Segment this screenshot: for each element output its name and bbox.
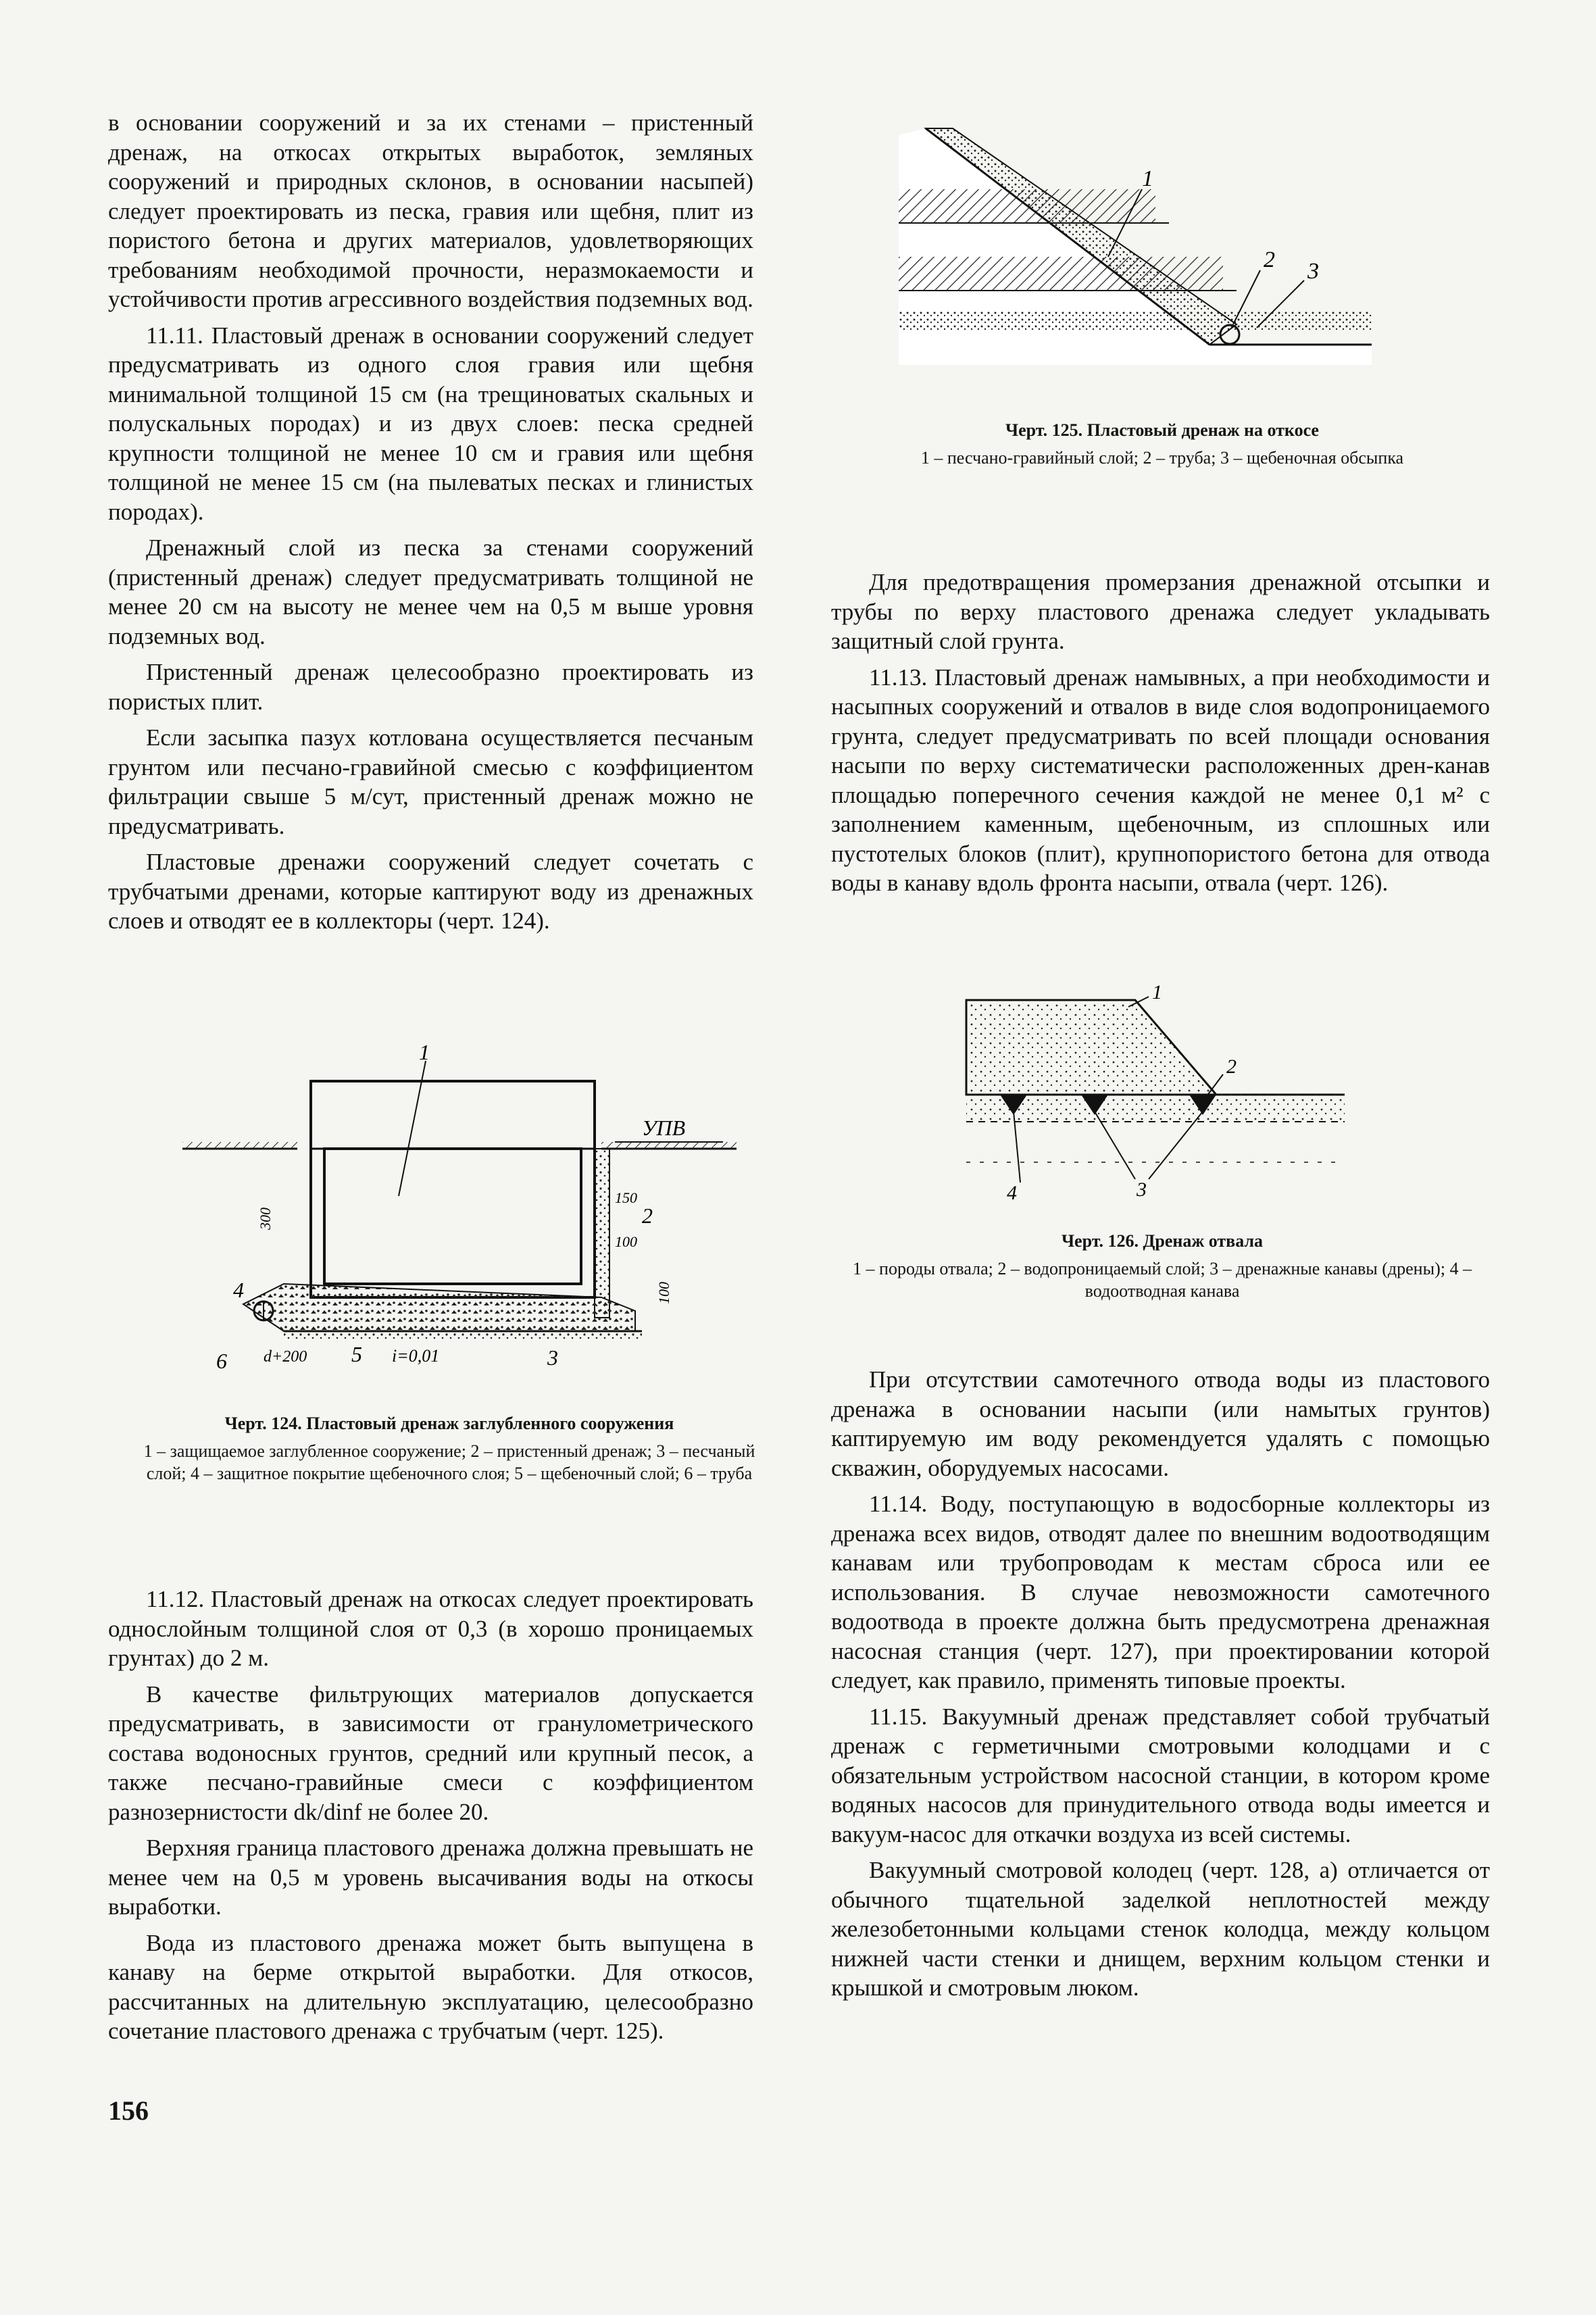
paragraph: Вода из пластового дренажа может быть выпущена в канаву на берме открытой выработки. Для откосов, рассчитанных на длительную эксплуатацию, целесообразно сочетание пластового дренажа с трубчатым (черт. 125).	[108, 1929, 753, 2044]
figure-124-drawing	[169, 1041, 750, 1378]
figure-124-legend: 1 – защищаемое заглубленное сооружение; 2 – пристенный дренаж; 3 – песчаный слой; 4 – защитное покрытие щебеночного слоя; 5 – щебеночный слой; 6 – труба	[143, 1441, 755, 1483]
paragraph: Для предотвращения промерзания дренажной отсыпки и трубы по верху пластового дренажа следует укладывать защитный слой грунта.	[831, 569, 1490, 654]
paragraph: Пластовые дренажи сооружений следует сочетать с трубчатыми дренами, которые каптируют воду из дренажных слоев и отводят ее в коллекторы (черт. 124).	[108, 849, 753, 934]
paragraph: 11.14. Воду, поступающую в водосборные коллекторы из дренажа всех видов, отводят далее по внешним водоотводящим канавам или трубопроводам к местам сброса или ее использования. В случае невозможности самотечного водоотвода в проекте должна быть предусмотрена дренажная насосная станция (черт. 127), при проектировании которой следует, как правило, применять типовые проекты.	[831, 1491, 1490, 1693]
label-1: 1	[1152, 981, 1162, 1003]
paragraph: Пристенный дренаж целесообразно проектировать из пористых плит.	[108, 659, 753, 715]
figure-125	[885, 122, 1392, 382]
label-2: 2	[642, 1203, 653, 1228]
paragraph: Верхняя граница пластового дренажа должна превышать не менее чем на 0,5 м уровень высачивания воды на откосы выработки.	[108, 1835, 753, 1920]
right-column-lower	[831, 1365, 1490, 2010]
label-3: 3	[1137, 1178, 1147, 1201]
paragraph: 11.11. Пластовый дренаж в основании сооружений следует предусматривать из одного слоя гравия или щебня минимальной толщиной 15 см (на трещиноватых скальных и полускальных породах) и из двух слоев: песка средней крупности толщиной не менее 10 см и гравия или щебня толщиной не менее 15 см (на пылеватых песках и глинистых породах).	[108, 322, 753, 525]
label-3: 3	[547, 1345, 558, 1370]
dim-d200: d+200	[264, 1348, 307, 1366]
label-2: 2	[1226, 1055, 1237, 1078]
figure-125-title: Черт. 125. Пластовый дренаж на откосе	[1005, 420, 1319, 440]
figure-124-caption	[135, 1412, 764, 1485]
figure-126	[959, 981, 1351, 1213]
figure-124-title: Черт. 124. Пластовый дренаж заглубленного сооружения	[224, 1414, 674, 1433]
figure-125-legend: 1 – песчано-гравийный слой; 2 – труба; 3 – щебеночная обсыпка	[920, 448, 1404, 468]
paragraph: 11.12. Пластовый дренаж на откосах следует проектировать однослойным толщиной слоя от 0,3 (в хорошо проницаемых грунтах) до 2 м.	[108, 1586, 753, 1671]
figure-126-drawing	[959, 981, 1351, 1210]
dim-100: 100	[615, 1233, 637, 1250]
figure-124	[169, 1041, 750, 1382]
paragraph: в основании сооружений и за их стенами – пристенный дренаж, на откосах открытых выработок, земляных сооружений и природных склонов, в основании насыпей) следует проектировать из песка, гравия или щебня, плит из пористого бетона и других материалов, удовлетворяющих требованиям необходимой прочности, неразмокаемости и устойчивости против агрессивного воздействия подземных вод.	[108, 109, 753, 312]
label-6: 6	[216, 1349, 227, 1373]
left-column-lower	[108, 1585, 753, 2053]
paragraph: 11.15. Вакуумный дренаж представляет собой трубчатый дренаж с герметичными смотровыми колодцами и с обязательным устройством насосной станции, в котором кроме водяных насосов для принудительного отвода воды имеется и вакуум-насос для откачки воздуха из всей системы.	[831, 1703, 1490, 1847]
label-1: 1	[419, 1040, 430, 1064]
figure-126-caption	[838, 1230, 1487, 1302]
figure-126-title: Черт. 126. Дренаж отвала	[1061, 1231, 1264, 1251]
paragraph: 11.13. Пластовый дренаж намывных, а при необходимости и насыпных сооружений и отвалов в виде слоя водопроницаемого грунта, следует предусматривать по всей площади основания насыпи по верху систематически расположенных дрен-канав площадью поперечного сечения каждой не менее 0,1 м² с заполнением каменным, щебеночным, из сплошных или пустотелых блоков (плит), крупнопористого бетона для отвода воды в канаву вдоль фронта насыпи, отвала (черт. 126).	[831, 664, 1490, 896]
dim-100-side: 100	[655, 1282, 672, 1304]
label-2: 2	[1264, 247, 1275, 272]
upv-label: УПВ	[642, 1116, 686, 1140]
label-3: 3	[1307, 259, 1319, 284]
dim-300: 300	[257, 1208, 274, 1230]
page-number: 156	[108, 2095, 149, 2126]
paragraph: Дренажный слой из песка за стенами сооружений (пристенный дренаж) следует предусматривать толщиной не менее 20 см на высоту не менее чем на 0,5 м выше уровня подземных вод.	[108, 534, 753, 649]
paragraph: Если засыпка пазух котлована осуществляется песчаным грунтом или песчано-гравийной смесью с коэффициентом фильтрации свыше 5 м/сут, пристенный дренаж можно не предусматривать.	[108, 724, 753, 839]
label-5: 5	[351, 1342, 362, 1366]
right-column	[831, 568, 1490, 905]
left-column	[108, 108, 753, 943]
label-4: 4	[233, 1278, 244, 1302]
paragraph: Вакуумный смотровой колодец (черт. 128, а) отличается от обычного тщательной заделкой неплотностей между железобетонными кольцами стенок колодца, между кольцом нижней части стенки и днищем, верхним кольцом стенки и крышкой и смотровым люком.	[831, 1857, 1490, 2001]
label-4: 4	[1007, 1182, 1017, 1204]
label-1: 1	[1142, 166, 1153, 191]
figure-125-caption	[824, 419, 1500, 469]
figure-126-legend: 1 – породы отвала; 2 – водопроницаемый слой; 3 – дренажные канавы (дрены); 4 – водоотводная канава	[853, 1259, 1472, 1301]
paragraph: При отсутствии самотечного отвода воды из пластового дренажа в основании насыпи (или намытых грунтов) каптируемую им воду рекомендуется удалять с помощью скважин, оборудуемых насосами.	[831, 1366, 1490, 1481]
dim-150: 150	[615, 1189, 637, 1206]
paragraph: В качестве фильтрующих материалов допускается предусматривать, в зависимости от гранулометрического состава водоносных грунтов, средний или крупный песок, а также песчано-гравийные смеси с коэффициентом разнозернистости dk/dinf не более 20.	[108, 1681, 753, 1825]
figure-125-drawing	[885, 122, 1392, 378]
slope-label: i=0,01	[392, 1346, 440, 1366]
